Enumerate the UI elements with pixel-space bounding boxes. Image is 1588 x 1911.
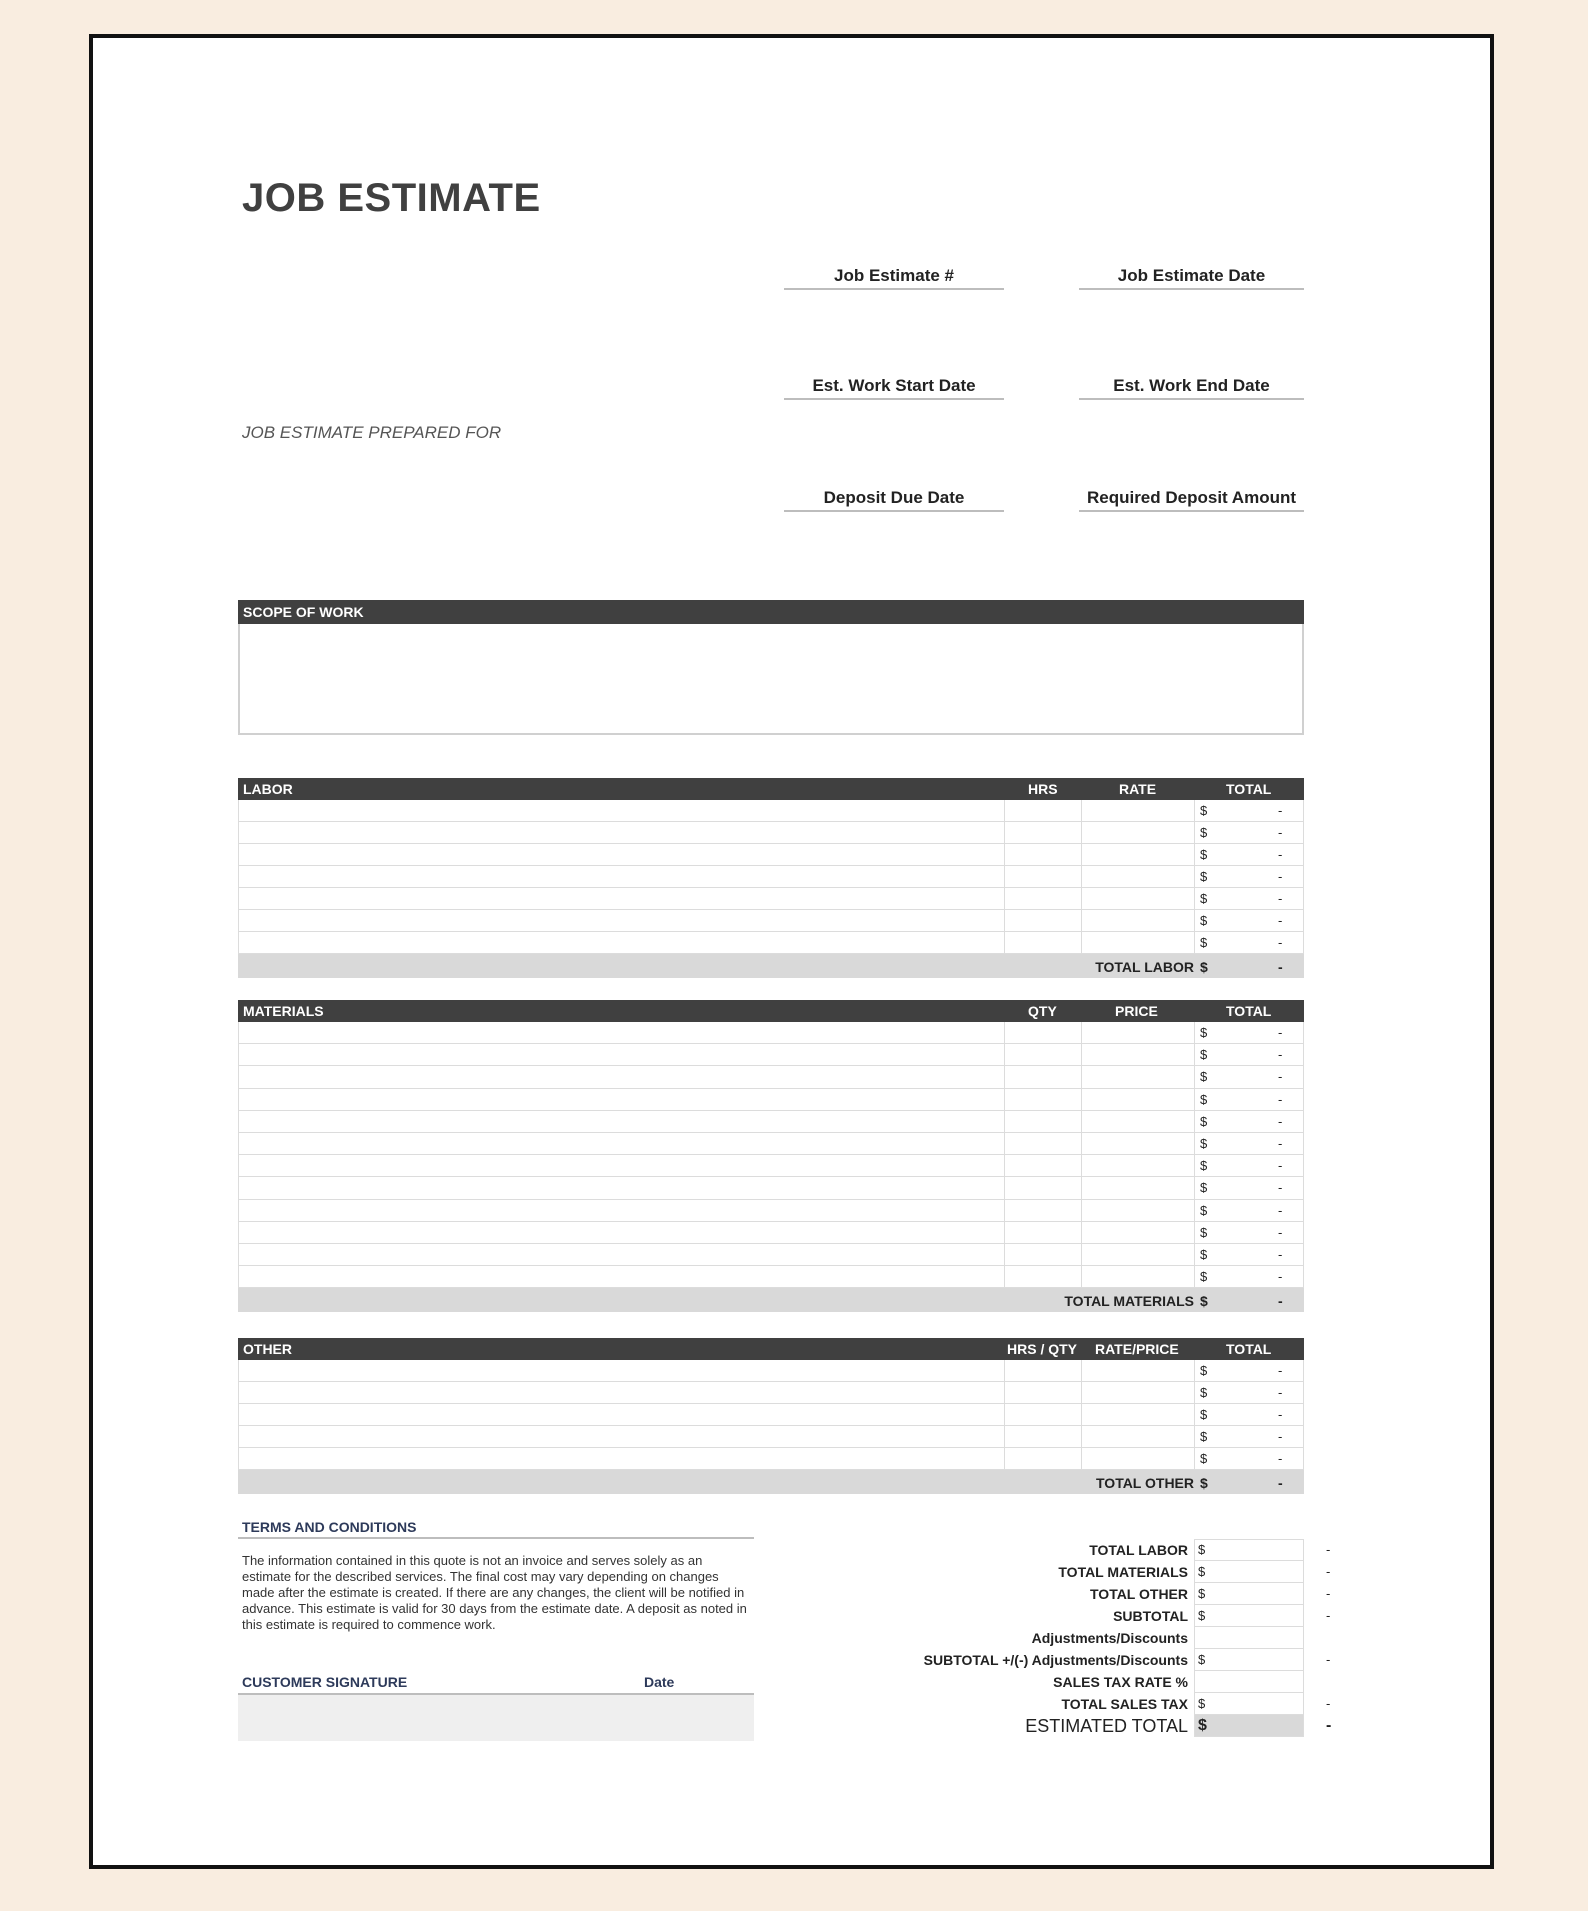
other-col-total: TOTAL [1226, 1341, 1272, 1357]
materials-header [238, 1000, 1304, 1022]
materials-row-currency: $ [1200, 1269, 1208, 1285]
materials-qty-cell[interactable] [1004, 1222, 1081, 1243]
materials-qty-cell[interactable] [1004, 1066, 1081, 1087]
labor-total-value: - [1278, 959, 1283, 975]
labor-qty-cell[interactable] [1004, 844, 1081, 865]
materials-total-cell [1194, 1044, 1304, 1065]
labor-row-currency: $ [1200, 869, 1208, 884]
materials-row-currency: $ [1200, 1202, 1208, 1218]
materials-row-value: - [1278, 1158, 1283, 1174]
customer-signature-input[interactable] [238, 1693, 754, 1741]
summary-subtotal [788, 1605, 1331, 1627]
customer-signature-label: CUSTOMER SIGNATURE [242, 1674, 408, 1690]
materials-description-cell[interactable] [238, 1200, 1004, 1221]
materials-description-cell[interactable] [238, 1022, 1004, 1043]
materials-description-cell[interactable] [238, 1177, 1004, 1198]
labor-row[interactable] [238, 888, 1304, 910]
materials-row-value: - [1278, 1047, 1283, 1063]
labor-row-value: - [1278, 913, 1283, 928]
materials-total-cell [1194, 1155, 1304, 1176]
materials-row-value: - [1278, 1113, 1283, 1129]
materials-rate-cell[interactable] [1081, 1044, 1194, 1065]
other-row[interactable] [238, 1426, 1304, 1448]
materials-rate-cell[interactable] [1081, 1133, 1194, 1154]
materials-description-cell[interactable] [238, 1244, 1004, 1265]
other-rate-cell[interactable] [1081, 1404, 1194, 1425]
labor-col-rate: RATE [1119, 781, 1157, 797]
summary-tax-rate [788, 1671, 1304, 1693]
summary-estimated-total [788, 1715, 1332, 1737]
other-row[interactable] [238, 1382, 1304, 1404]
other-qty-cell[interactable] [1004, 1448, 1081, 1469]
labor-total-label: TOTAL LABOR [1095, 959, 1194, 975]
labor-total-cell [1194, 888, 1304, 909]
other-total-currency: $ [1200, 1475, 1208, 1491]
materials-col-total: TOTAL [1226, 1003, 1272, 1019]
summary-value: - [1326, 1652, 1331, 1667]
labor-rate-cell[interactable] [1081, 822, 1194, 843]
summary-value: - [1326, 1586, 1331, 1601]
other-description-cell[interactable] [238, 1448, 1004, 1469]
materials-row[interactable] [238, 1177, 1304, 1199]
materials-row-currency: $ [1200, 1158, 1208, 1174]
materials-total-cell [1194, 1066, 1304, 1087]
labor-total-cell [1194, 844, 1304, 865]
materials-description-cell[interactable] [238, 1266, 1004, 1287]
labor-row[interactable] [238, 822, 1304, 844]
labor-description-cell[interactable] [238, 822, 1004, 843]
labor-row-currency: $ [1200, 803, 1208, 818]
other-row-currency: $ [1200, 1363, 1208, 1378]
materials-row-currency: $ [1200, 1135, 1208, 1151]
materials-description-cell[interactable] [238, 1044, 1004, 1065]
materials-row[interactable] [238, 1089, 1304, 1111]
materials-row-value: - [1278, 1135, 1283, 1151]
summary-total-materials [788, 1561, 1331, 1583]
deposit-due-date-field[interactable]: Deposit Due Date [784, 488, 1004, 512]
materials-total-cell [1194, 1022, 1304, 1043]
labor-row-currency: $ [1200, 913, 1208, 928]
materials-description-cell[interactable] [238, 1155, 1004, 1176]
job-estimate-date-field[interactable]: Job Estimate Date [1079, 266, 1304, 290]
materials-row-value: - [1278, 1069, 1283, 1085]
other-total-cell [1194, 1382, 1304, 1403]
materials-qty-cell[interactable] [1004, 1177, 1081, 1198]
materials-row[interactable] [238, 1044, 1304, 1066]
materials-row-value: - [1278, 1025, 1283, 1040]
labor-total-cell [1194, 800, 1304, 821]
other-description-cell[interactable] [238, 1360, 1004, 1381]
other-qty-cell[interactable] [1004, 1426, 1081, 1447]
labor-col-hrs: HRS [1028, 781, 1058, 797]
materials-qty-cell[interactable] [1004, 1089, 1081, 1110]
other-total-cell [1194, 1426, 1304, 1447]
materials-table [238, 1022, 1304, 1312]
labor-row[interactable] [238, 866, 1304, 888]
other-header-label: OTHER [243, 1341, 292, 1357]
other-row-value: - [1278, 1451, 1283, 1466]
materials-row[interactable] [238, 1155, 1304, 1177]
materials-description-cell[interactable] [238, 1133, 1004, 1154]
labor-total-cell [1194, 866, 1304, 887]
summary-total-labor [788, 1539, 1331, 1561]
materials-row[interactable] [238, 1022, 1304, 1044]
materials-total-cell [1194, 1244, 1304, 1265]
labor-qty-cell[interactable] [1004, 910, 1081, 931]
summary-cell [1194, 1693, 1304, 1715]
summary-value: - [1326, 1542, 1331, 1557]
labor-qty-cell[interactable] [1004, 888, 1081, 909]
summary-label: Adjustments/Discounts [1031, 1630, 1188, 1646]
terms-divider [238, 1537, 754, 1539]
other-row-value: - [1278, 1429, 1283, 1444]
summary-currency: $ [1198, 1608, 1206, 1623]
materials-row[interactable] [238, 1266, 1304, 1288]
labor-total-cell [1194, 932, 1304, 953]
materials-row-value: - [1278, 1180, 1283, 1196]
materials-qty-cell[interactable] [1004, 1244, 1081, 1265]
other-total-row [238, 1470, 1304, 1494]
other-rate-cell[interactable] [1081, 1448, 1194, 1469]
labor-row[interactable] [238, 844, 1304, 866]
other-col-rate-price: RATE/PRICE [1095, 1341, 1179, 1357]
scope-header-label: SCOPE OF WORK [243, 604, 364, 620]
labor-total-cell [1194, 910, 1304, 931]
materials-description-cell[interactable] [238, 1222, 1004, 1243]
materials-total-currency: $ [1200, 1293, 1208, 1310]
materials-qty-cell[interactable] [1004, 1133, 1081, 1154]
labor-row-currency: $ [1200, 825, 1208, 840]
other-row-currency: $ [1200, 1429, 1208, 1444]
materials-total-cell [1194, 1266, 1304, 1287]
materials-row[interactable] [238, 1066, 1304, 1088]
materials-total-cell [1194, 1089, 1304, 1110]
other-row-value: - [1278, 1407, 1283, 1422]
work-start-date-field[interactable]: Est. Work Start Date [784, 376, 1004, 400]
labor-qty-cell[interactable] [1004, 866, 1081, 887]
materials-col-price: PRICE [1115, 1003, 1158, 1019]
other-description-cell[interactable] [238, 1426, 1004, 1447]
labor-qty-cell[interactable] [1004, 800, 1081, 821]
other-total-cell [1194, 1448, 1304, 1469]
labor-total-cell [1194, 822, 1304, 843]
summary-total-other [788, 1583, 1331, 1605]
materials-row-currency: $ [1200, 1025, 1208, 1040]
materials-qty-cell[interactable] [1004, 1155, 1081, 1176]
labor-row[interactable] [238, 910, 1304, 932]
materials-rate-cell[interactable] [1081, 1222, 1194, 1243]
other-qty-cell[interactable] [1004, 1382, 1081, 1403]
summary-cell [1194, 1583, 1304, 1605]
materials-total-cell [1194, 1177, 1304, 1198]
other-total-value: - [1278, 1475, 1283, 1491]
materials-row-currency: $ [1200, 1069, 1208, 1085]
materials-description-cell[interactable] [238, 1066, 1004, 1087]
labor-col-total: TOTAL [1226, 781, 1272, 797]
materials-header-label: MATERIALS [243, 1003, 324, 1019]
materials-row-value: - [1278, 1224, 1283, 1240]
materials-row-currency: $ [1200, 1047, 1208, 1063]
labor-row-value: - [1278, 935, 1283, 950]
materials-rate-cell[interactable] [1081, 1089, 1194, 1110]
materials-qty-cell[interactable] [1004, 1044, 1081, 1065]
labor-row-currency: $ [1200, 847, 1208, 862]
summary-cell [1194, 1539, 1304, 1561]
other-row-value: - [1278, 1385, 1283, 1400]
labor-row[interactable] [238, 932, 1304, 954]
materials-qty-cell[interactable] [1004, 1266, 1081, 1287]
other-row-currency: $ [1200, 1385, 1208, 1400]
materials-description-cell[interactable] [238, 1089, 1004, 1110]
labor-description-cell[interactable] [238, 932, 1004, 953]
summary-cell [1194, 1605, 1304, 1627]
signature-date-label: Date [644, 1674, 675, 1690]
materials-row[interactable] [238, 1200, 1304, 1222]
materials-row-currency: $ [1200, 1224, 1208, 1240]
other-qty-cell[interactable] [1004, 1404, 1081, 1425]
other-header [238, 1338, 1304, 1360]
labor-description-cell[interactable] [238, 800, 1004, 821]
other-row-currency: $ [1200, 1451, 1208, 1466]
labor-rate-cell[interactable] [1081, 844, 1194, 865]
prepared-for-label: JOB ESTIMATE PREPARED FOR [242, 423, 502, 442]
labor-row-value: - [1278, 847, 1283, 862]
materials-total-cell [1194, 1111, 1304, 1132]
other-col-hrs-qty: HRS / QTY [1007, 1341, 1078, 1357]
materials-row-value: - [1278, 1202, 1283, 1218]
materials-col-qty: QTY [1028, 1003, 1057, 1019]
summary-value: - [1326, 1608, 1331, 1623]
summary-currency: $ [1198, 1564, 1206, 1579]
other-description-cell[interactable] [238, 1404, 1004, 1425]
labor-table [238, 800, 1304, 978]
labor-header-label: LABOR [243, 781, 293, 797]
labor-row-value: - [1278, 825, 1283, 840]
other-row[interactable] [238, 1404, 1304, 1426]
labor-row-value: - [1278, 803, 1283, 818]
summary-label: TOTAL LABOR [1089, 1542, 1188, 1558]
other-rate-cell[interactable] [1081, 1382, 1194, 1403]
materials-qty-cell[interactable] [1004, 1022, 1081, 1043]
estimated-total-currency: $ [1198, 1717, 1207, 1734]
summary-adjustments [788, 1627, 1304, 1649]
labor-total-row [238, 954, 1304, 978]
labor-rate-cell[interactable] [1081, 866, 1194, 887]
labor-header [238, 778, 1304, 800]
materials-total-cell [1194, 1200, 1304, 1221]
materials-rate-cell[interactable] [1081, 1022, 1194, 1043]
summary-currency: $ [1198, 1542, 1206, 1557]
other-table [238, 1360, 1304, 1494]
labor-row-value: - [1278, 869, 1283, 884]
page-title: JOB ESTIMATE [242, 176, 541, 220]
labor-description-cell[interactable] [238, 866, 1004, 887]
labor-description-cell[interactable] [238, 910, 1004, 931]
materials-rate-cell[interactable] [1081, 1066, 1194, 1087]
labor-rate-cell[interactable] [1081, 932, 1194, 953]
materials-total-cell [1194, 1133, 1304, 1154]
summary-subtotal-adjusted [788, 1649, 1331, 1671]
other-qty-cell[interactable] [1004, 1360, 1081, 1381]
materials-rate-cell[interactable] [1081, 1177, 1194, 1198]
materials-row-currency: $ [1200, 1091, 1208, 1107]
materials-rate-cell[interactable] [1081, 1200, 1194, 1221]
materials-row-value: - [1278, 1269, 1283, 1285]
materials-total-label: TOTAL MATERIALS [1064, 1293, 1194, 1310]
summary-cell [1194, 1649, 1304, 1671]
summary-cell [1194, 1561, 1304, 1583]
other-rate-cell[interactable] [1081, 1426, 1194, 1447]
other-description-cell[interactable] [238, 1382, 1004, 1403]
summary-label: SALES TAX RATE % [1053, 1674, 1188, 1690]
other-row-currency: $ [1200, 1407, 1208, 1422]
labor-qty-cell[interactable] [1004, 822, 1081, 843]
job-estimate-number-field[interactable]: Job Estimate # [784, 266, 1004, 290]
summary-total-tax [788, 1693, 1331, 1715]
summary-currency: $ [1198, 1652, 1206, 1667]
scope-of-work-input[interactable] [238, 624, 1304, 735]
work-end-date-field[interactable]: Est. Work End Date [1079, 376, 1304, 400]
summary-value: - [1326, 1564, 1331, 1579]
estimated-total-cell [1194, 1715, 1304, 1737]
required-deposit-amount-field[interactable]: Required Deposit Amount [1079, 488, 1304, 512]
labor-row-currency: $ [1200, 891, 1208, 906]
materials-row[interactable] [238, 1133, 1304, 1155]
materials-row-currency: $ [1200, 1113, 1208, 1129]
materials-row[interactable] [238, 1222, 1304, 1244]
labor-row-value: - [1278, 891, 1283, 906]
summary-value: - [1326, 1696, 1331, 1711]
summary-label: TOTAL MATERIALS [1058, 1564, 1188, 1580]
summary-label: TOTAL OTHER [1090, 1586, 1188, 1602]
labor-total-currency: $ [1200, 959, 1208, 975]
summary-currency: $ [1198, 1696, 1206, 1711]
materials-rate-cell[interactable] [1081, 1244, 1194, 1265]
tax-rate-input[interactable] [1194, 1671, 1304, 1693]
materials-row-currency: $ [1200, 1180, 1208, 1196]
materials-qty-cell[interactable] [1004, 1111, 1081, 1132]
materials-rate-cell[interactable] [1081, 1155, 1194, 1176]
labor-description-cell[interactable] [238, 844, 1004, 865]
labor-rate-cell[interactable] [1081, 800, 1194, 821]
materials-row[interactable] [238, 1244, 1304, 1266]
other-total-label: TOTAL OTHER [1096, 1475, 1194, 1491]
summary-label: TOTAL SALES TAX [1061, 1696, 1188, 1712]
labor-row[interactable] [238, 800, 1304, 822]
other-row[interactable] [238, 1360, 1304, 1382]
other-row-value: - [1278, 1363, 1283, 1378]
scope-header [238, 600, 1304, 624]
estimated-total-value: - [1326, 1717, 1332, 1734]
terms-header: TERMS AND CONDITIONS [242, 1519, 417, 1535]
materials-row-value: - [1278, 1091, 1283, 1107]
summary-label: SUBTOTAL +/(-) Adjustments/Discounts [923, 1652, 1188, 1668]
materials-rate-cell[interactable] [1081, 1111, 1194, 1132]
terms-text: The information contained in this quote is not an invoice and serves solely as an estimate for the described services. The final cost may vary depending on changes made after the estimate is created. If there are any changes, the client will be notified in advance. This estimate is valid for 30 days from the estimate date. A deposit as noted in this estimate is required to commence work. [242, 1553, 747, 1632]
other-row[interactable] [238, 1448, 1304, 1470]
other-total-cell [1194, 1404, 1304, 1425]
estimated-total-label: ESTIMATED TOTAL [1025, 1716, 1188, 1736]
labor-rate-cell[interactable] [1081, 910, 1194, 931]
summary-label: SUBTOTAL [1113, 1608, 1188, 1624]
other-total-cell [1194, 1360, 1304, 1381]
other-rate-cell[interactable] [1081, 1360, 1194, 1381]
materials-row[interactable] [238, 1111, 1304, 1133]
materials-rate-cell[interactable] [1081, 1266, 1194, 1287]
materials-row-currency: $ [1200, 1246, 1208, 1262]
labor-row-currency: $ [1200, 935, 1208, 950]
materials-total-cell [1194, 1222, 1304, 1243]
materials-description-cell[interactable] [238, 1111, 1004, 1132]
materials-qty-cell[interactable] [1004, 1200, 1081, 1221]
materials-total-value: - [1278, 1293, 1283, 1310]
summary-block [788, 1539, 1332, 1737]
materials-row-value: - [1278, 1246, 1283, 1262]
adjustments-input[interactable] [1194, 1627, 1304, 1649]
labor-description-cell[interactable] [238, 888, 1004, 909]
labor-rate-cell[interactable] [1081, 888, 1194, 909]
summary-currency: $ [1198, 1586, 1206, 1601]
materials-total-row [238, 1288, 1304, 1312]
labor-qty-cell[interactable] [1004, 932, 1081, 953]
